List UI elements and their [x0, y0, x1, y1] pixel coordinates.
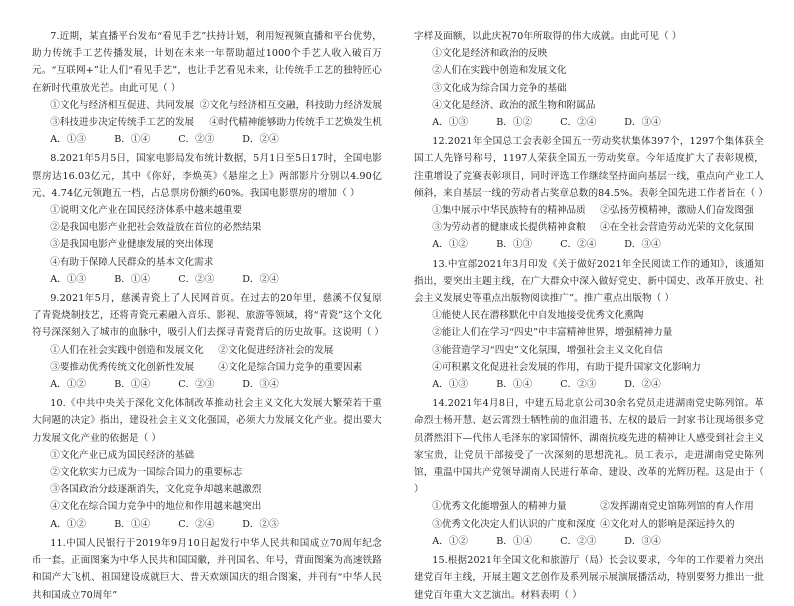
option[interactable]: ④可积累文化促进社会发展的作用，有助于提升国家文化影响力 [432, 361, 701, 373]
answer-choices [32, 131, 382, 148]
option[interactable]: ②文化与经济相互交融，科技助力经济发展 [199, 99, 382, 111]
answer-choice[interactable]: A．①③ [50, 134, 86, 146]
question-stem: 8.2021年5月5日，国家电影局发布统计数据，5月1日至5日17时，全国电影票房达16.03亿元，其中《你好，李焕英》《悬崖之上》两部影片分别以4.90亿元、4.74亿元领跑五一档，占总票房份额约60%。我国电影票房的增加（ ） [32, 153, 382, 199]
option[interactable]: ①能使人民在潜移默化中自发地接受优秀文化熏陶 [432, 310, 644, 322]
option[interactable]: ④时代精神能够助力传统手工艺焕发生机 [209, 117, 382, 129]
option[interactable]: ②弘扬劳模精神，激励人们奋发图强 [600, 205, 754, 217]
option[interactable]: ①文化与经济相互促进、共同发展 [50, 99, 195, 111]
answer-choice[interactable]: C．②③ [178, 379, 215, 391]
left-column [32, 28, 385, 606]
option-row[interactable] [32, 359, 382, 376]
answer-choices [32, 376, 382, 393]
option[interactable]: ②人们在实践中创造和发展文化 [432, 65, 567, 77]
option[interactable]: ③优秀文化决定人们认识的广度和深度 [432, 518, 596, 530]
option[interactable]: ③科技进步决定传统手工艺的发展 [50, 117, 195, 129]
answer-choice[interactable]: C．②③ [560, 535, 597, 547]
question-13 [414, 256, 764, 394]
option[interactable]: ②文化软实力已成为一国综合国力的重要标志 [50, 467, 243, 479]
answer-choice[interactable]: A．①③ [432, 117, 468, 129]
answer-choice[interactable]: C．②③ [178, 134, 215, 146]
option[interactable]: ①人们在社会实践中创造和发展文化 [50, 344, 204, 356]
option[interactable]: ①说明文化产业在国民经济体系中越来越重要 [50, 205, 243, 217]
question-11-continued [414, 28, 764, 131]
answer-choice[interactable]: A．①③ [50, 273, 86, 285]
option[interactable]: ③能营造学习“四史”文化氛围，增强社会主义文化自信 [432, 344, 663, 356]
option[interactable]: ①集中展示中华民族特有的精神品质 [432, 205, 586, 217]
question-8 [32, 150, 382, 288]
answer-choices [32, 516, 382, 533]
answer-choices [414, 114, 764, 131]
option[interactable]: ③为劳动者的健康成长提供精神食粮 [432, 222, 586, 234]
answer-choice[interactable]: A．①② [50, 379, 86, 391]
question-stem: 11.中国人民银行于2019年9月10日起发行中华人民共和国成立70周年纪念币一套。正面图案为中华人民共和国国徽，并刊国名、年号，背面图案为高速铁路和国产大飞机、祖国建设成就巨大、普天欢颂国庆的组合图案，并刊有“中华人民共和国成立70周年” [32, 537, 382, 601]
option-row[interactable] [414, 516, 764, 533]
answer-choice[interactable]: B．①④ [114, 379, 151, 391]
answer-choice[interactable]: D．②④ [242, 134, 279, 146]
answer-choice[interactable]: A．①② [50, 518, 86, 530]
option-row[interactable] [414, 219, 764, 236]
option[interactable]: ③各国政治分歧逐渐消失，文化竞争却越来越激烈 [50, 484, 262, 496]
answer-choice[interactable]: D．②③ [242, 518, 279, 530]
option[interactable]: ②发挥湖南党史馆陈列馆的育人作用 [600, 501, 754, 513]
question-12 [414, 133, 769, 253]
answer-choice[interactable]: D．②④ [242, 273, 279, 285]
question-stem: 7.近期，某直播平台发布“看见手艺”扶持计划，利用短视频直播和平台优势，助力传统手工艺传播发展，计划在未来一年帮助超过1000个手艺人收入破百万元。“互联网+”让人们“看见手艺”，也让手艺看见未来，让传统手工艺的独特匠心在新时代重放光芒。由此可见（ ） [32, 31, 382, 94]
option[interactable]: ③是我国电影产业健康发展的突出体现 [50, 239, 214, 251]
option-row[interactable] [32, 342, 382, 359]
right-column [414, 28, 769, 606]
question-7 [32, 28, 382, 148]
answer-choices [414, 236, 764, 253]
answer-choice[interactable]: C．②④ [560, 117, 597, 129]
answer-choice[interactable]: C．②③ [560, 379, 597, 391]
question-14 [414, 395, 764, 550]
option[interactable]: ④文化在综合国力竞争中的地位和作用越来越突出 [50, 501, 262, 513]
answer-choice[interactable]: B．①④ [496, 535, 533, 547]
question-stem: 14.2021年4月8日，中建五局北京公司30余名党员走进湖南党史陈列馆。革命烈士杨开慧、赵云霄烈士牺牲前的血泪遗书、左权的最后一封家书让现场很多党员潸然泪下—代伟人毛泽东的家国情怀、湖南抗疫先进的精神让人感受到社会主义家宝贵，让党员干部接受了一次深刻的思想洗礼。员工表示，走进湖南党史陈列馆，重温中国共产党领导湖南人民进行革命、建设、改革的光辉历程。这是由于（ ） [414, 398, 764, 496]
question-stem: 12.2021年全国总工会表彰全国五一劳动奖状集体397个，1297个集体获全国工人先锋号称号，1197人荣获全国五一劳动奖章。今年适度扩大了表彰规模，注重增设了竞赛表彰项目，同时评选工作继续坚持面向基层一线，重点向产业工人倾斜，来自基层一线的劳动者占奖章总数的84.5%。表彰全国先进工作者旨在（ ） [414, 136, 769, 199]
answer-choice[interactable]: C．②③ [178, 273, 215, 285]
answer-choice[interactable]: C．②④ [560, 239, 597, 251]
question-11 [32, 535, 382, 604]
question-stem-continued: 字样及面额，以此庆祝70年所取得的伟大成就。由此可见（ ） [414, 31, 682, 42]
option[interactable]: ④文化是经济、政治的派生物和附属品 [432, 99, 596, 111]
option[interactable]: ③要推动优秀传统文化创新性发展 [50, 361, 195, 373]
answer-choice[interactable]: C．②④ [178, 518, 215, 530]
answer-choice[interactable]: B．①④ [114, 134, 151, 146]
option[interactable]: ①优秀文化能增强人的精神力量 [432, 501, 567, 513]
answer-choice[interactable]: D．③④ [624, 535, 661, 547]
question-9 [32, 290, 385, 393]
question-stem: 10.《中共中央关于深化文化体制改革推动社会主义文化大发展大繁荣若干重大问题的决定》指出，建设社会主义文化强国，必须大力发展文化产业。提出要大力发展文化产业的依据是（ ） [32, 398, 382, 444]
option[interactable]: ①文化产业已成为国民经济的基础 [50, 449, 195, 461]
option-row[interactable] [32, 97, 382, 114]
answer-choice[interactable]: B．①④ [496, 379, 533, 391]
answer-choice[interactable]: A．①③ [432, 379, 468, 391]
option-row[interactable] [414, 202, 764, 219]
answer-choices [414, 376, 764, 393]
question-10 [32, 395, 382, 533]
option[interactable]: ①文化是经济和政治的反映 [432, 48, 548, 60]
answer-choice[interactable]: B．①④ [114, 518, 151, 530]
answer-choice[interactable]: B．①② [496, 117, 533, 129]
answer-choice[interactable]: D．③④ [624, 117, 661, 129]
answer-choices [414, 533, 764, 550]
question-stem: 9.2021年5月，慈溪青瓷上了人民网首页。在过去的20年里，慈溪不仅复原了青瓷烧制技艺，还将青瓷元素融入音乐、影视、旅游等领域，将“青瓷”这个文化符号深深刻入了城市的血脉中，吸引人们去探寻青瓷背后的历史故事。这说明（ ） [32, 293, 385, 339]
option[interactable]: ④有助于保障人民群众的基本文化需求 [50, 256, 214, 268]
answer-choice[interactable]: A．①② [432, 239, 468, 251]
answer-choice[interactable]: A．①② [432, 535, 468, 547]
option[interactable]: ②文化促进经济社会的发展 [218, 344, 334, 356]
answer-choice[interactable]: B．①④ [114, 273, 151, 285]
answer-choices [32, 271, 382, 288]
answer-choice[interactable]: D．②④ [624, 379, 661, 391]
answer-choice[interactable]: B．①③ [496, 239, 533, 251]
answer-choice[interactable]: D．③④ [624, 239, 661, 251]
option-row[interactable] [414, 498, 764, 515]
option[interactable]: ②是我国电影产业把社会效益放在首位的必然结果 [50, 222, 262, 234]
option[interactable]: ②能让人们在学习“四史”中丰富精神世界，增强精神力量 [432, 327, 673, 339]
option[interactable]: ④文化对人的影响是深远持久的 [600, 518, 735, 530]
option[interactable]: ④在全社会营造劳动光荣的文化氛围 [600, 222, 754, 234]
answer-choice[interactable]: D．③④ [242, 379, 279, 391]
question-stem: 13.中宣部2021年3月印发《关于做好2021年全民阅读工作的通知》，该通知指出，要突出主题主线，在广大群众中深入做好党史、新中国史、改革开放史、社会主义发展史等重点出版物阅读推广”。推广重点出版物（ ） [414, 258, 764, 305]
option[interactable]: ③文化成为综合国力竞争的基础 [432, 82, 567, 94]
option[interactable]: ④文化是综合国力竞争的重要因素 [218, 361, 363, 373]
option-row[interactable] [32, 114, 382, 131]
question-15 [414, 552, 764, 604]
question-stem: 15.根据2021年全国文化和旅游厅（局）长会议要求，今年的工作要着力突出建党百年主线，开展主题文艺创作及系列展示展演展播活动，特别要努力推出一批建党百年重大文艺演出。材料表明（ ） [414, 555, 764, 601]
